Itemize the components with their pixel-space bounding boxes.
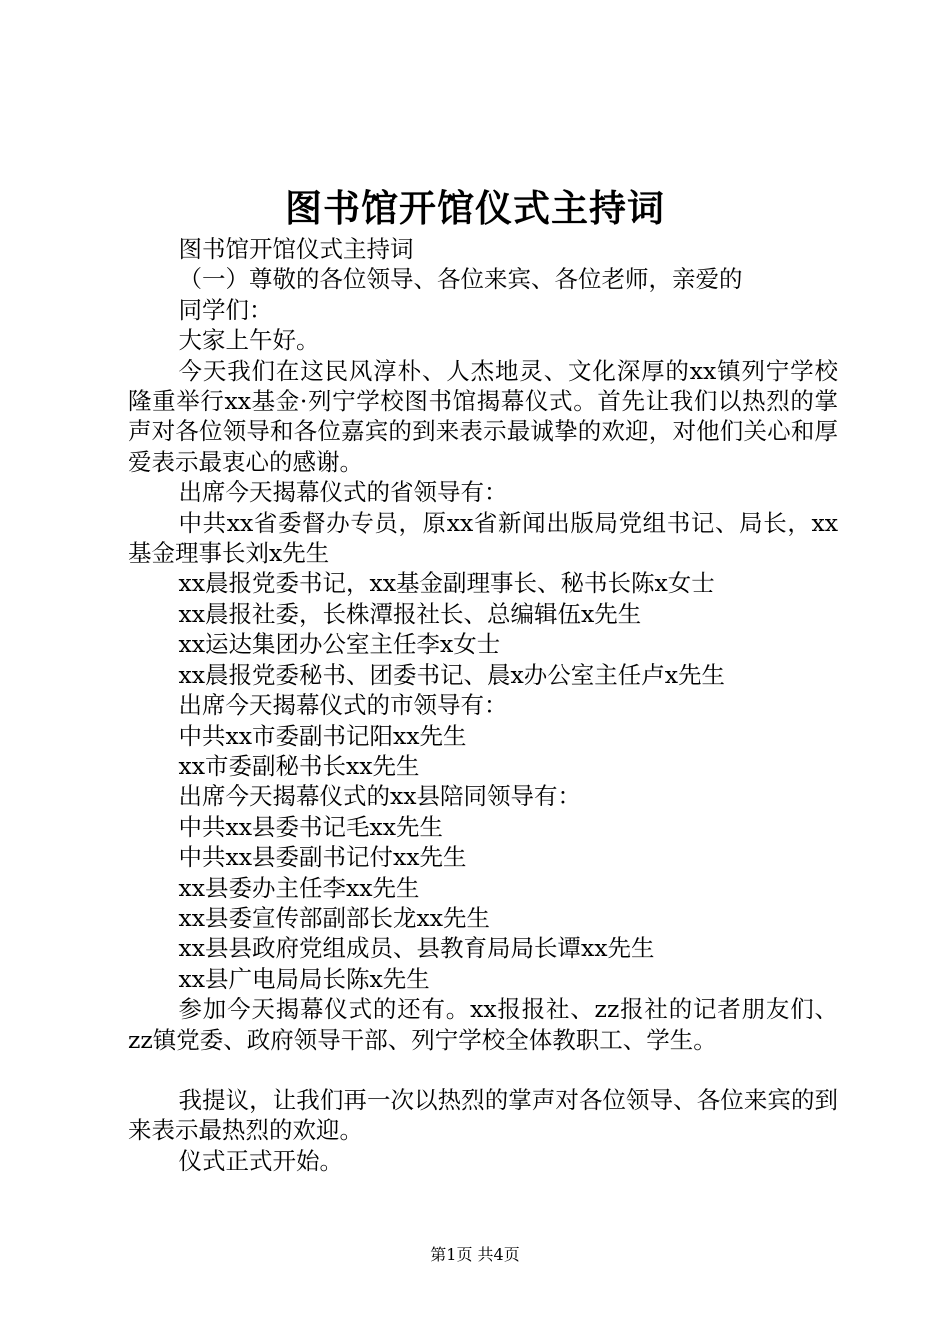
paragraph-gap <box>128 1055 838 1085</box>
paragraph: xx运达集团办公室主任李x女士 <box>178 630 501 659</box>
paragraph: 仪式正式开始。 <box>178 1146 344 1175</box>
paragraph: xx县县政府党组成员、县教育局局长谭xx先生 <box>178 934 655 963</box>
paragraph: xx晨报社委，长株潭报社长、总编辑伍x先生 <box>178 599 642 628</box>
paragraph: 大家上午好。 <box>178 326 320 355</box>
paragraph: （一）尊敬的各位领导、各位来宾、各位老师，亲爱的 <box>178 265 743 294</box>
paragraph: 出席今天揭幕仪式的xx县陪同领导有： <box>178 782 582 811</box>
page-footer: 第1页 共4页 <box>430 1245 520 1264</box>
paragraph: xx县委宣传部副部长龙xx先生 <box>178 903 491 932</box>
document-body <box>128 234 838 1176</box>
paragraph: 同学们： <box>178 295 273 324</box>
paragraph: 出席今天揭幕仪式的市领导有： <box>178 691 508 720</box>
paragraph: xx晨报党委秘书、团委书记、晨x办公室主任卢x先生 <box>178 660 726 689</box>
paragraph: xx市委副秘书长xx先生 <box>178 751 420 780</box>
paragraph: 图书馆开馆仪式主持词 <box>178 235 414 263</box>
document-title: 图书馆开馆仪式主持词 <box>285 186 665 230</box>
paragraph: 中共xx省委督办专员，原xx省新闻出版局党组书记、局长，xx基金理事长刘x先生 <box>128 508 838 568</box>
paragraph: 我提议，让我们再一次以热烈的掌声对各位领导、各位来宾的到来表示最热烈的欢迎。 <box>128 1085 838 1145</box>
paragraph: 出席今天揭幕仪式的省领导有： <box>178 478 508 507</box>
paragraph: xx晨报党委书记，xx基金副理事长、秘书长陈x女士 <box>178 569 715 598</box>
paragraph: 中共xx市委副书记阳xx先生 <box>178 721 467 750</box>
paragraph: 中共xx县委副书记付xx先生 <box>178 843 467 872</box>
paragraph: 参加今天揭幕仪式的还有。xx报报社、zz报社的记者朋友们、zz镇党委、政府领导干部、列宁学校全体教职工、学生。 <box>128 995 838 1054</box>
paragraph: xx县广电局局长陈x先生 <box>178 964 430 993</box>
paragraph: 今天我们在这民风淳朴、人杰地灵、文化深厚的xx镇列宁学校隆重举行xx基金·列宁学校图书馆揭幕仪式。首先让我们以热烈的掌声对各位领导和各位嘉宾的到来表示最诚挚的欢迎，对他们关心和厚爱表示最衷心的感谢。 <box>128 356 838 476</box>
paragraph: 中共xx县委书记毛xx先生 <box>178 812 444 841</box>
paragraph: xx县委办主任李xx先生 <box>178 873 420 902</box>
